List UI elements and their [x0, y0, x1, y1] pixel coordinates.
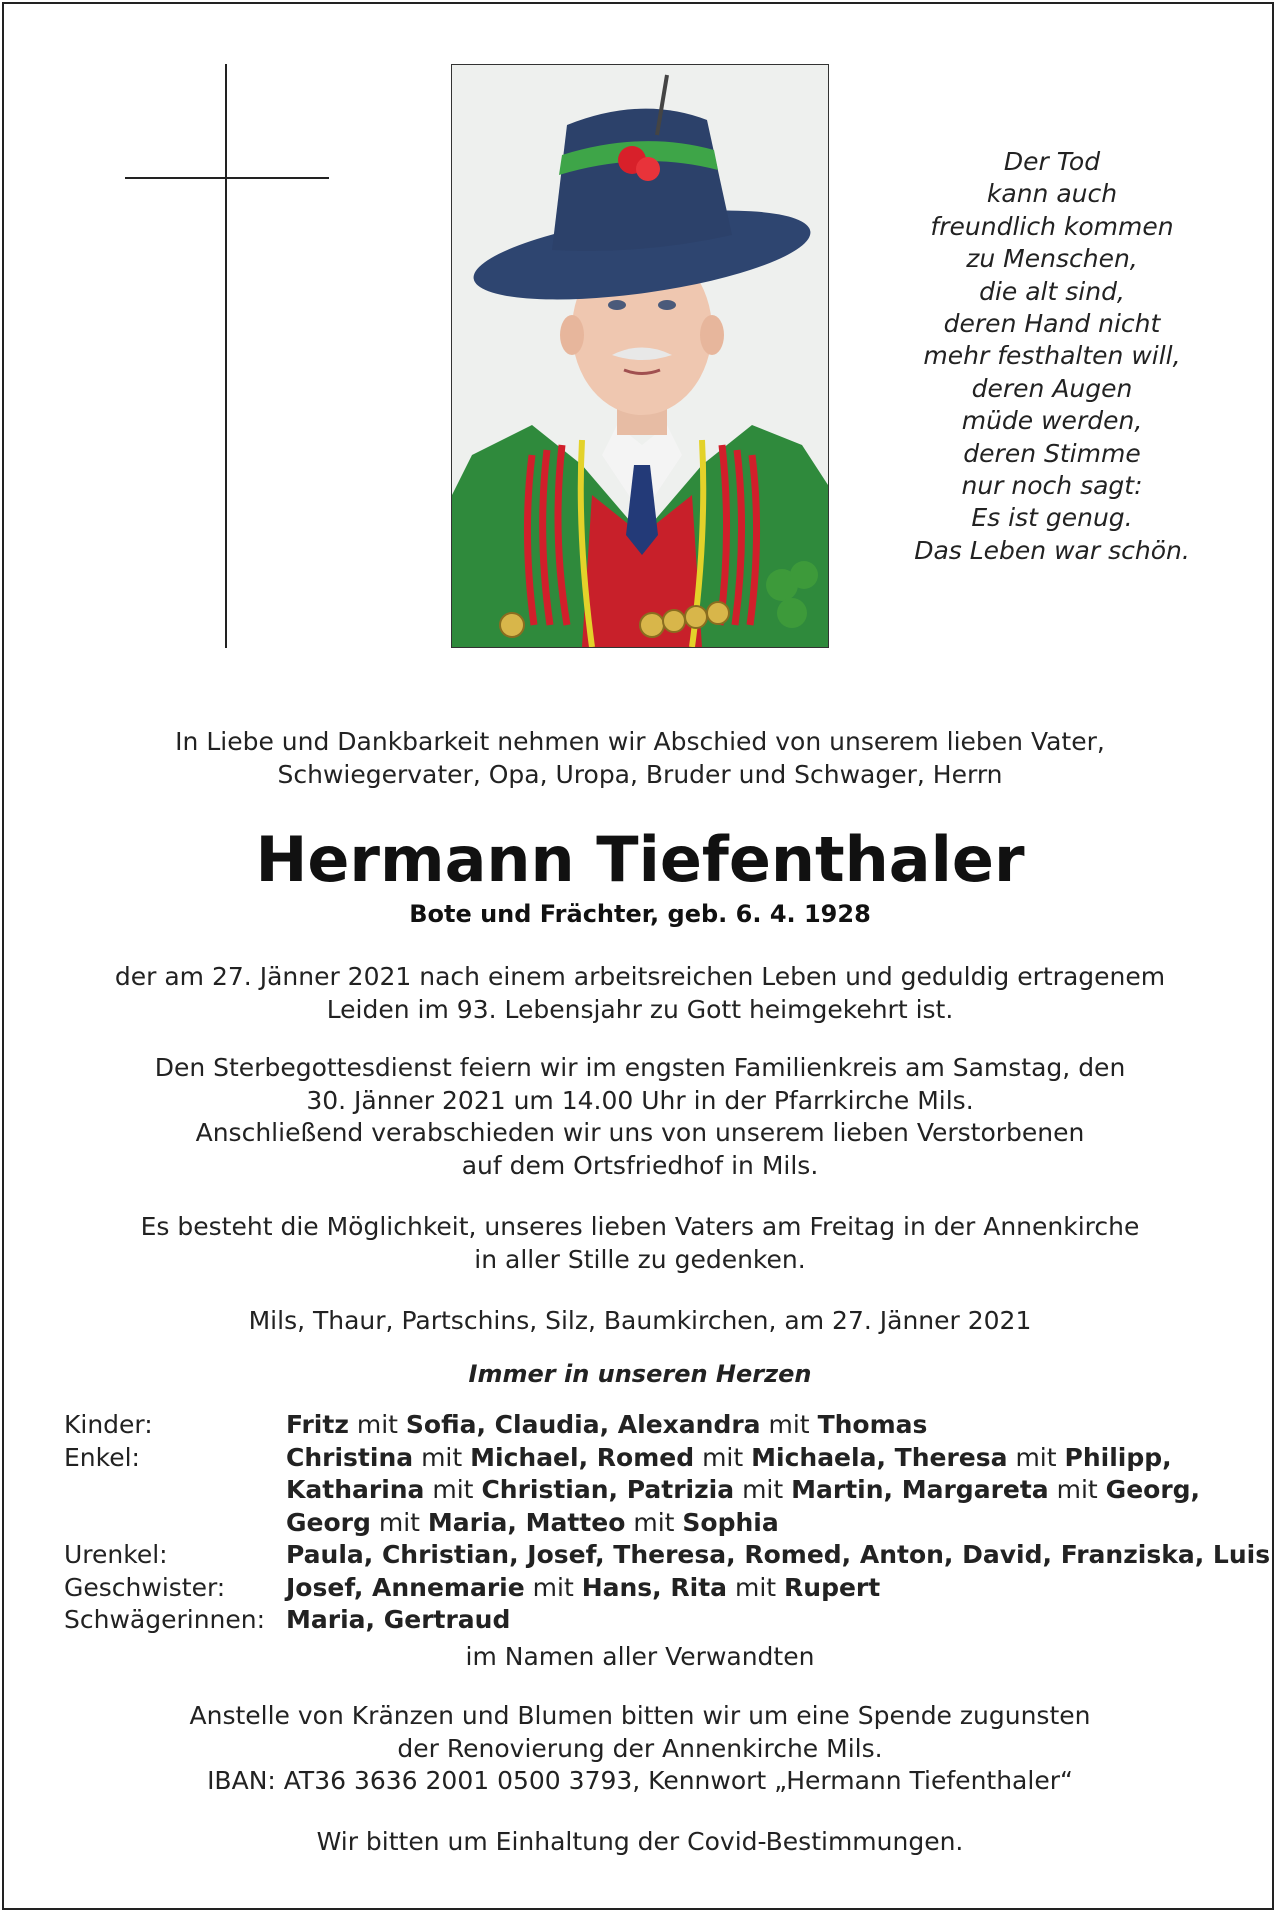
family-row: [64, 1572, 1244, 1605]
death-line: der am 27. Jänner 2021 nach einem arbeitsreichen Leben und geduldig ertragenem: [114, 962, 1166, 991]
portrait-illustration: [452, 65, 828, 647]
family-connector: mit: [734, 1475, 792, 1504]
poem-line: mehr festhalten will,: [923, 341, 1181, 371]
poem: [878, 146, 1226, 567]
family-names: [286, 1442, 1244, 1475]
family-member-name: Michael, Romed: [470, 1442, 695, 1472]
family-list: [64, 1409, 1271, 1637]
family-member-name: Maria, Gertraud: [286, 1605, 511, 1634]
family-member-name: Hans, Rita: [581, 1572, 728, 1602]
service-line: Den Sterbegottesdienst feiern wir im engsten Familienkreis am Samstag, den: [154, 1053, 1126, 1082]
service-line: auf dem Ortsfriedhof in Mils.: [461, 1150, 819, 1180]
family-group-label: Kinder:: [64, 1410, 153, 1439]
family-connector: mit: [348, 1410, 406, 1439]
family-member-name: Christina: [286, 1442, 414, 1472]
poem-line: Es ist genug.: [971, 503, 1133, 533]
family-names: [286, 1539, 1270, 1572]
poem-line: kann auch: [986, 179, 1118, 209]
family-group-label: Schwägerinnen:: [64, 1605, 266, 1634]
family-connector: mit: [370, 1507, 428, 1537]
family-member-name: Martin, Margareta: [791, 1475, 1049, 1504]
poem-line: deren Hand nicht: [943, 309, 1161, 339]
vigil-line: in aller Stille zu gedenken.: [474, 1244, 806, 1274]
family-member-name: Maria, Matteo: [427, 1507, 626, 1537]
family-connector: mit: [424, 1475, 482, 1504]
family-member-name: Sophia: [682, 1507, 779, 1537]
vigil-text: [90, 1211, 1190, 1276]
covid-note: [90, 1826, 1190, 1859]
relatives-line: im Namen aller Verwandten: [465, 1642, 815, 1671]
poem-line: deren Stimme: [963, 438, 1141, 468]
poem-line: freundlich kommen: [930, 211, 1174, 241]
family-names: [286, 1572, 1244, 1605]
family-member-name: Georg,: [1105, 1475, 1201, 1504]
deceased-name: Hermann Tiefenthaler: [255, 823, 1025, 896]
donation-line: IBAN: AT36 3636 2001 0500 3793, Kennwort „Hermann Tiefenthaler“: [207, 1766, 1073, 1795]
family-connector: mit: [1048, 1475, 1106, 1504]
family-row: [64, 1409, 1244, 1442]
relatives-note: [90, 1641, 1190, 1674]
family-row: [64, 1507, 1244, 1540]
donation-line: Anstelle von Kränzen und Blumen bitten wir um eine Spende zugunsten: [189, 1701, 1091, 1730]
family-member-name: Sofia, Claudia, Alexandra: [405, 1410, 761, 1439]
family-row: [64, 1474, 1244, 1507]
family-connector: mit: [1007, 1442, 1065, 1472]
family-names: [286, 1507, 1244, 1540]
service-line: 30. Jänner 2021 um 14.00 Uhr in der Pfarrkirche Mils.: [306, 1085, 974, 1115]
family-group-label: Urenkel:: [64, 1540, 168, 1569]
donation-text: [90, 1700, 1190, 1798]
poem-line: die alt sind,: [979, 276, 1125, 306]
family-group-label: Geschwister:: [64, 1572, 226, 1602]
family-connector: mit: [524, 1572, 582, 1602]
place-date: [90, 1305, 1190, 1338]
poem-line: zu Menschen,: [966, 244, 1138, 274]
family-group-label: Enkel:: [64, 1442, 140, 1472]
family-member-name: Rupert: [784, 1572, 881, 1602]
cross-vertical-bar: [225, 64, 227, 648]
family-member-name: Christian, Patrizia: [481, 1475, 735, 1504]
family-row: [64, 1442, 1244, 1475]
family-member-name: Fritz: [286, 1410, 349, 1439]
family-member-name: Georg: [286, 1507, 371, 1537]
portrait-photo: [451, 64, 829, 648]
deceased-profession-birth: Bote und Frächter, geb. 6. 4. 1928: [409, 900, 871, 928]
cross-horizontal-bar: [125, 177, 329, 179]
family-member-name: Philipp,: [1064, 1442, 1172, 1472]
family-connector: mit: [694, 1442, 752, 1472]
intro-line: Schwiegervater, Opa, Uropa, Bruder und Schwager, Herrn: [277, 759, 1003, 789]
family-member-name: Paula, Christian, Josef, Theresa, Romed, Anton, David, Franziska, Luis: [286, 1540, 1271, 1569]
covid-line: Wir bitten um Einhaltung der Covid-Bestimmungen.: [316, 1827, 964, 1856]
family-connector: mit: [760, 1410, 818, 1439]
family-member-name: Michaela, Theresa: [751, 1442, 1008, 1472]
poem-line: deren Augen: [971, 373, 1133, 403]
poem-line: nur noch sagt:: [961, 471, 1143, 501]
service-text: [90, 1052, 1190, 1182]
intro-text: [90, 726, 1190, 791]
death-line: Leiden im 93. Lebensjahr zu Gott heimgekehrt ist.: [326, 994, 954, 1024]
family-connector: mit: [413, 1442, 471, 1472]
family-connector: mit: [625, 1507, 683, 1537]
poem-line: müde werden,: [961, 406, 1143, 436]
family-member-name: Josef, Annemarie: [286, 1572, 525, 1602]
motto: Immer in unseren Herzen: [468, 1360, 812, 1388]
family-row: [64, 1604, 1244, 1637]
donation-line: der Renovierung der Annenkirche Mils.: [397, 1733, 883, 1763]
intro-line: In Liebe und Dankbarkeit nehmen wir Abschied von unserem lieben Vater,: [175, 727, 1105, 756]
family-group-label: [64, 1474, 286, 1507]
family-member-name: Katharina: [286, 1475, 425, 1504]
family-names: [286, 1604, 1244, 1637]
family-names: [286, 1409, 1244, 1442]
family-row: [64, 1539, 1271, 1572]
family-names: [286, 1474, 1244, 1507]
death-text: [90, 961, 1190, 1026]
vigil-line: Es besteht die Möglichkeit, unseres lieben Vaters am Freitag in der Annenkirche: [140, 1212, 1140, 1241]
poem-line: Der Tod: [1003, 147, 1101, 176]
family-connector: mit: [727, 1572, 785, 1602]
service-line: Anschließend verabschieden wir uns von unserem lieben Verstorbenen: [195, 1118, 1085, 1147]
poem-line: Das Leben war schön.: [914, 535, 1190, 565]
place-date-line: Mils, Thaur, Partschins, Silz, Baumkirchen, am 27. Jänner 2021: [248, 1306, 1032, 1335]
family-group-label: [64, 1507, 286, 1540]
family-member-name: Thomas: [817, 1410, 928, 1439]
